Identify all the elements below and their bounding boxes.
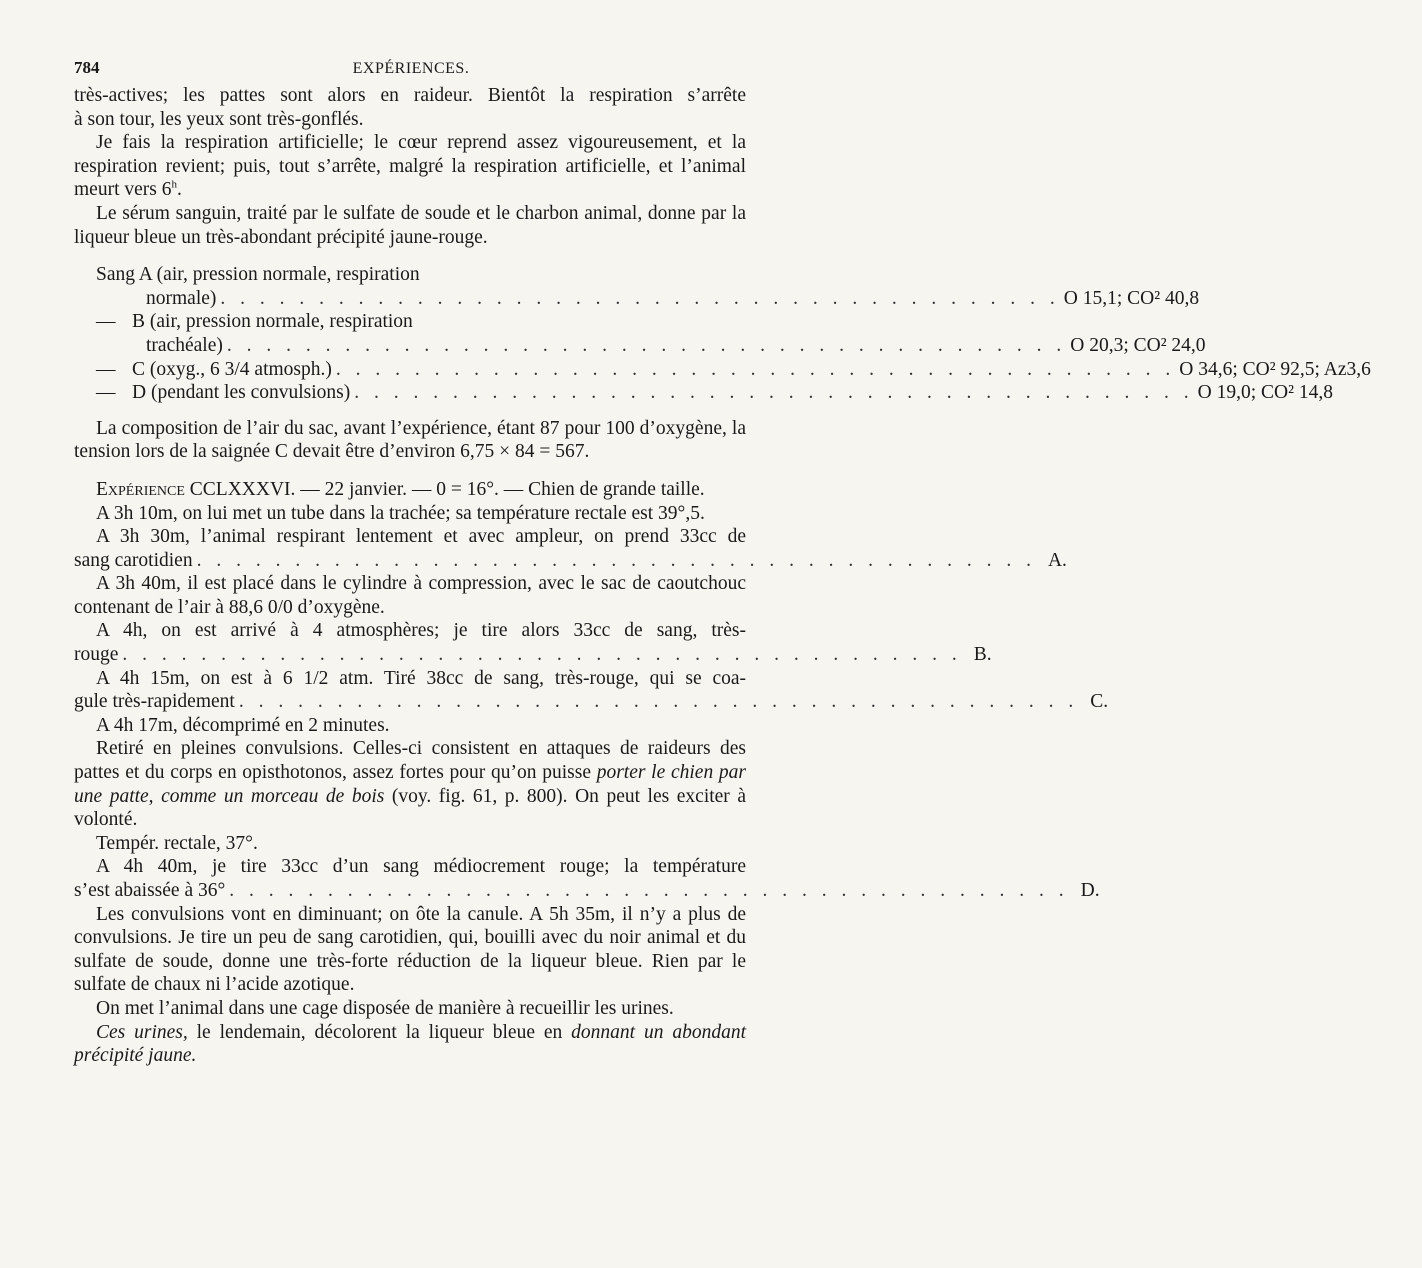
gas-values: O 15,1; CO² 40,8 <box>1063 287 1200 309</box>
paragraph: A 3h 40m, il est placé dans le cylindre à compression, avec le sac de caoutchouc contenant de l’air à 88,6 0/0 d’oxygène. <box>74 573 746 618</box>
page-header <box>74 58 746 84</box>
book-page <box>74 58 1371 1068</box>
table-row: — B (air, pression normale, respiration <box>96 311 413 333</box>
paragraph: Je fais la respiration artificielle; le cœur reprend assez vigoureusement, et la respiration revient; puis, tout s’arrête, malgré la respiration artificielle, et l’animal meurt vers 6$^h$. <box>74 132 746 201</box>
dotted-line: sang carotidien . . . . . . . . . . . . . . . . . . . . . . . . . . . . . . . . . . . . . . . . . . . A. <box>74 549 1067 571</box>
experiment-heading: Expérience CCLXXXVI. — 22 janvier. — 0 = 16°. — Chien de grande taille. <box>96 478 705 500</box>
paragraph: A 4h, on est arrivé à 4 atmosphères; je tire alors 33cc de sang, très- <box>96 620 746 642</box>
paragraph: Retiré en pleines convulsions. Celles-ci consistent en attaques de raideurs des pattes et du corps en opisthotonos, assez fortes pour qu’on puisse porter le chien par une patte, comme un morceau de bois (voy. fig. 61, p. 800). On peut les exciter à volonté. <box>74 738 746 831</box>
paragraph: Ces urines, le lendemain, décolorent la liqueur bleue en donnant un abondant précipité jaune. <box>74 1021 746 1067</box>
paragraph: Le sérum sanguin, traité par le sulfate de soude et le charbon animal, donne par la liqueur bleue un très-abondant précipité jaune-rouge. <box>74 202 746 248</box>
paragraph: à son tour, les yeux sont très-gonflés. <box>74 108 364 130</box>
paragraph: Les convulsions vont en diminuant; on ôte la canule. A 5h 35m, il n’y a plus de convulsions. Je tire un peu de sang carotidien, qui, bouilli avec du noir animal et du sulfate de soude, donne une très-forte réduction de la liqueur bleue. Rien par le sulfate de chaux ni l’acide azotique. <box>74 903 746 996</box>
table-row: normale) . . . . . . . . . . . . . . . . . . . . . . . . . . . . . . . . . . . . . . . . . . . O 15,1; CO² 40,8 <box>74 287 746 311</box>
gas-values: O 34,6; CO² 92,5; Az3,6 <box>1179 358 1371 380</box>
paragraph: A 3h 30m, l’animal respirant lentement et avec ampleur, on prend 33cc de <box>96 526 746 548</box>
paragraph: On met l’animal dans une cage disposée de manière à recueillir les urines. <box>96 997 674 1019</box>
paragraph: A 4h 40m, je tire 33cc d’un sang médiocrement rouge; la température <box>96 856 746 878</box>
paragraph: très-actives; les pattes sont alors en raideur. Bientôt la respiration s’arrête <box>74 85 746 106</box>
paragraph: La composition de l’air du sac, avant l’expérience, étant 87 pour 100 d’oxygène, la tension lors de la saignée C devait être d’environ 6,75 × 84 = 567. <box>74 417 746 463</box>
body-text <box>74 84 1371 1068</box>
blood-gas-table <box>74 263 1371 405</box>
table-row: — C (oxyg., 6 3/4 atmosph.) . . . . . . . . . . . . . . . . . . . . . . . . . . . . . . . . . . . . . . . . . . . O 34,6; CO² 92,5; Az3,6 <box>74 358 746 382</box>
paragraph: A 3h 10m, on lui met un tube dans la trachée; sa température rectale est 39°,5. <box>96 502 705 524</box>
dotted-line: s’est abaissée à 36° . . . . . . . . . . . . . . . . . . . . . . . . . . . . . . . . . . . . . . . . . . . D. <box>74 880 1100 901</box>
gas-values: O 19,0; CO² 14,8 <box>1197 382 1333 404</box>
table-row: — D (pendant les convulsions) . . . . . . . . . . . . . . . . . . . . . . . . . . . . . . . . . . . . . . . . . . . O 19,0; CO² 14,8 <box>74 381 746 405</box>
dotted-line: rouge . . . . . . . . . . . . . . . . . . . . . . . . . . . . . . . . . . . . . . . . . . . B. <box>74 644 992 666</box>
paragraph: A 4h 15m, on est à 6 1/2 atm. Tiré 38cc de sang, très-rouge, qui se coa- <box>96 667 746 689</box>
paragraph: A 4h 17m, décomprimé en 2 minutes. <box>96 714 390 736</box>
page-number: 784 <box>74 58 100 77</box>
table-row: trachéale) . . . . . . . . . . . . . . . . . . . . . . . . . . . . . . . . . . . . . . . . . . . O 20,3; CO² 24,0 <box>74 334 746 358</box>
paragraph: Tempér. rectale, 37°. <box>96 832 258 854</box>
gas-values: O 20,3; CO² 24,0 <box>1070 334 1206 356</box>
table-row: Sang A (air, pression normale, respiration <box>96 264 420 286</box>
dotted-line: gule très-rapidement . . . . . . . . . . . . . . . . . . . . . . . . . . . . . . . . . . . . . . . . . . . C. <box>74 691 1109 713</box>
running-title: EXPÉRIENCES. <box>352 60 470 77</box>
